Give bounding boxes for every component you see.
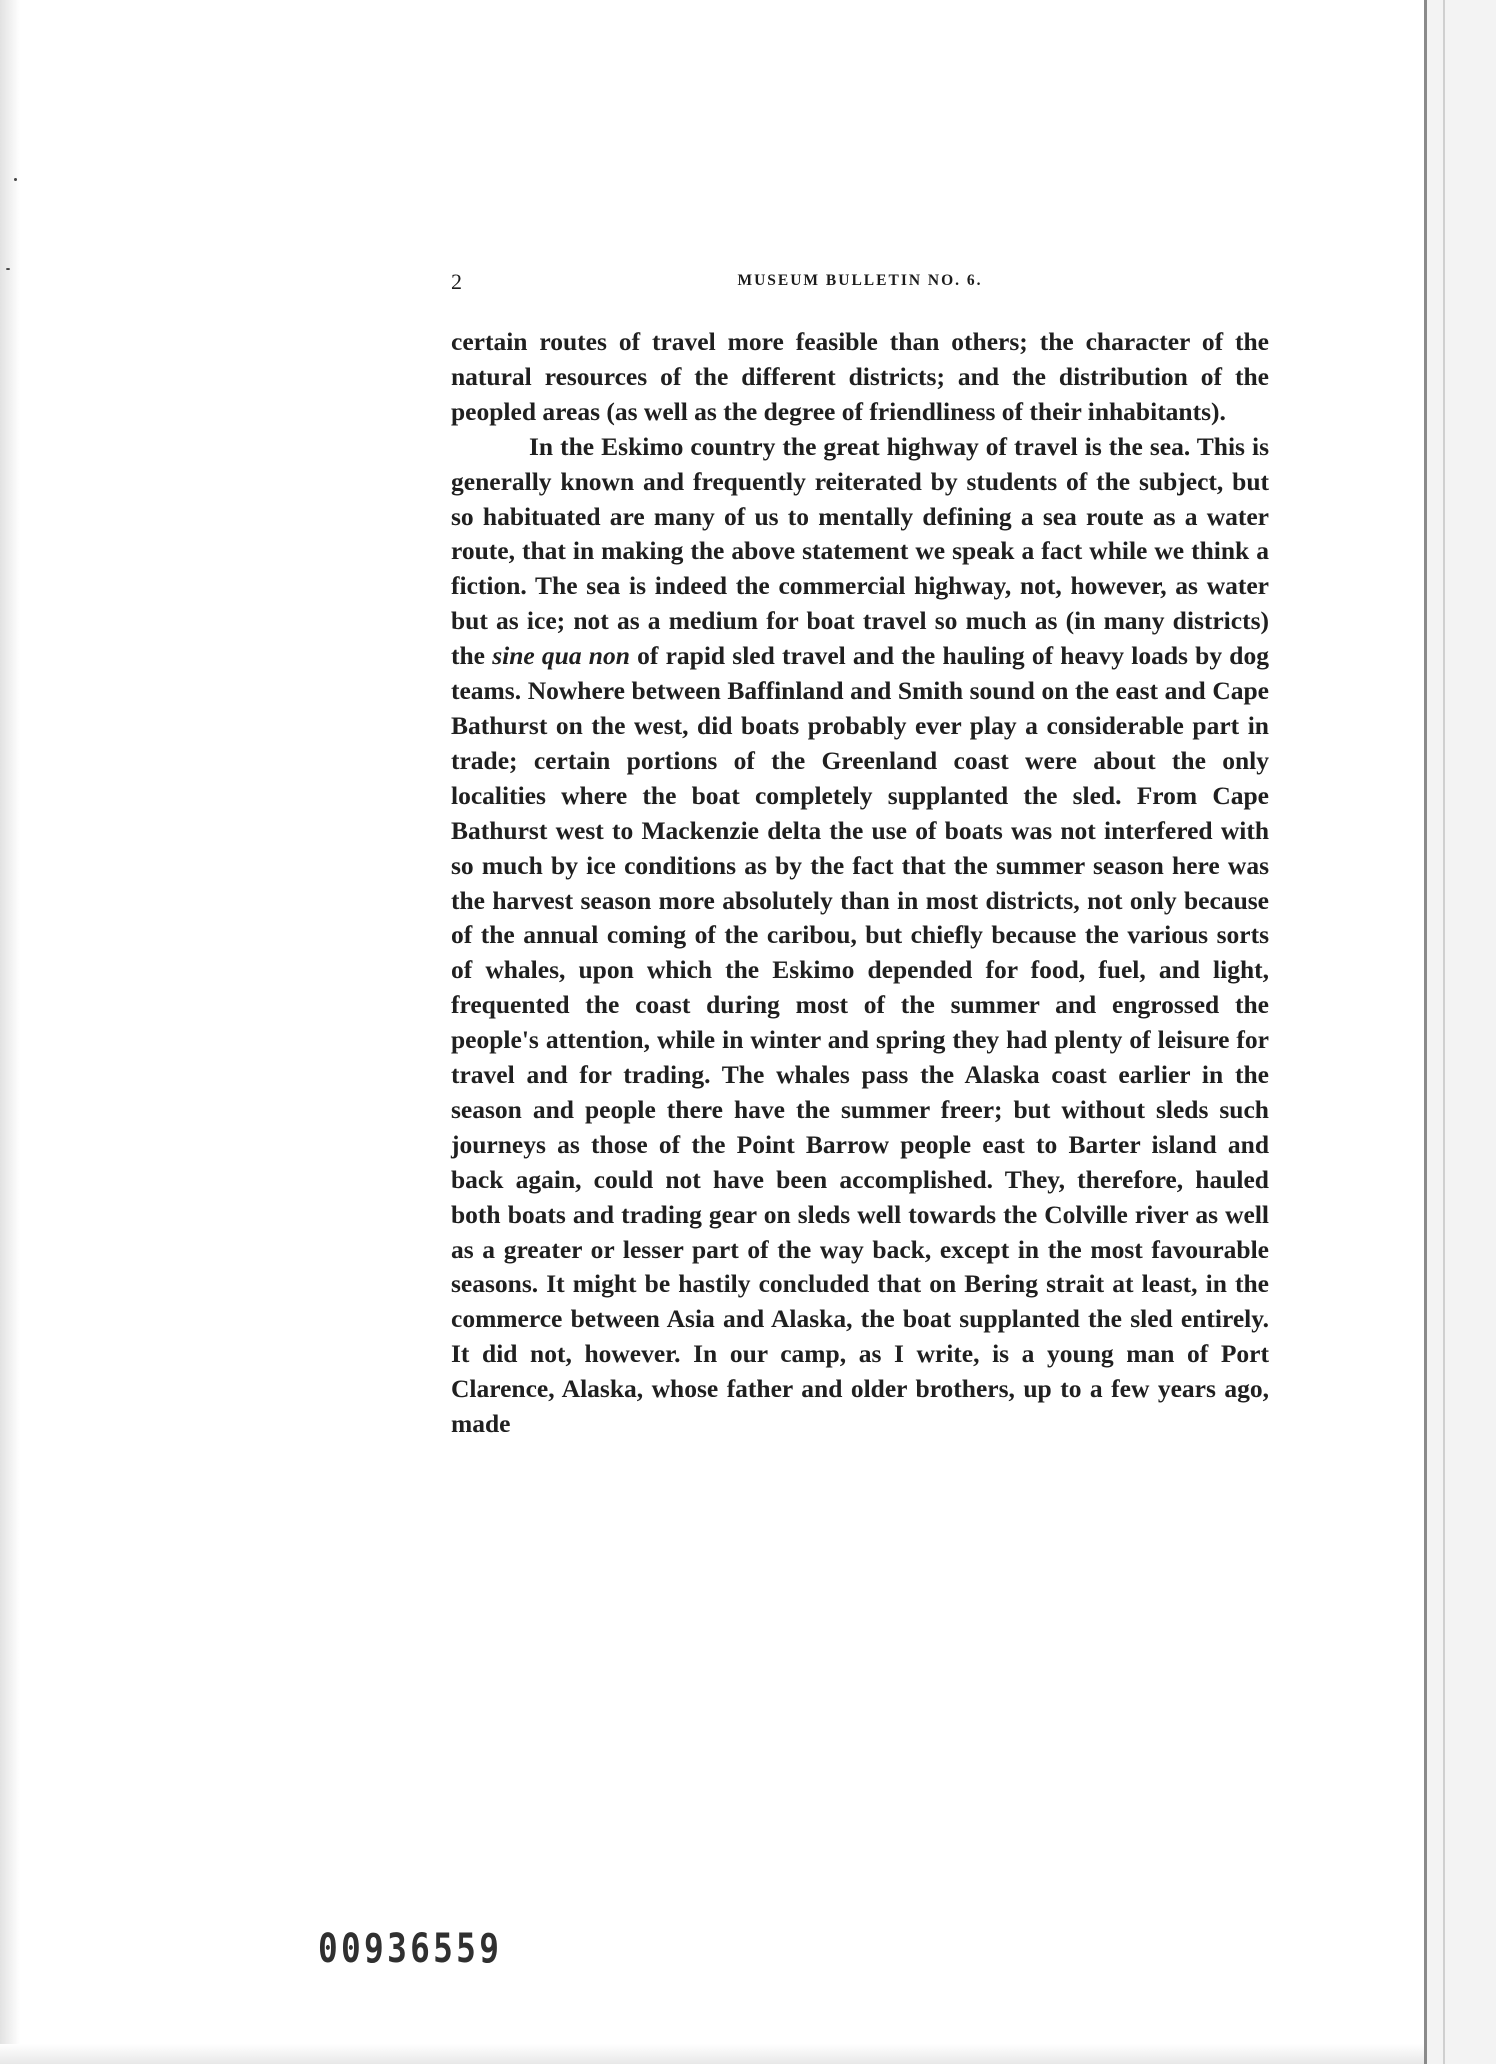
page-number: 2 [451, 269, 463, 294]
paragraph: certain routes of travel more feasible than others; the character of the natural resources of the different districts; and the distribution of the peopled areas (as well as the degree of friendliness of their inhabitants). [451, 327, 1269, 426]
scan-edge-right [1424, 0, 1496, 2064]
latin-phrase: sine qua non [492, 641, 630, 671]
accession-number-stamp: 00936559 [318, 1926, 503, 1972]
scan-speck [14, 178, 17, 181]
paragraph [451, 430, 1269, 1442]
paragraph-text: In the Eskimo country the great highway of travel is the sea. This is generally known and frequently reiterated by students of the subject, but so habituated are many of us to mentally defining a sea route as a water route, that in making the above statement we speak a fact while we think a fiction. The sea is indeed the commercial highway, not, however, as water but as ice; not as a medium for boat travel so much as (in many districts) the [451, 431, 1269, 671]
page-header [451, 269, 1269, 295]
scan-speck [6, 268, 10, 270]
scan-edge-bottom [0, 2044, 1424, 2064]
paragraph-text: of rapid sled travel and the hauling of heavy loads by dog teams. Nowhere between Baffinland and Smith sound on the east and Cape Bathurst on the west, did boats probably ever play a considerable part in trade; certain portions of the Greenland coast were about the only localities where the boat completely supplanted the sled. From Cape Bathurst west to Mackenzie delta the use of boats was not interfered with so much by ice conditions as by the fact that the summer season here was the harvest season more absolutely than in most districts, not only because of the annual coming of the caribou, but chiefly because the various sorts of whales, upon which the Eskimo depended for food, fuel, and light, frequented the coast during most of the summer and engrossed the people's attention, while in winter and spring they had plenty of leisure for travel and for trading. The whales pass the Alaska coast earlier in the season and people there have the summer freer; but without sleds such journeys as those of the Point Barrow people east to Barter island and back again, could not have been accomplished. They, therefore, hauled both boats and trading gear on sleds well towards the Colville river as well as a greater or lesser part of the way back, except in the most favourable seasons. It might be hastily concluded that on Bering strait at least, in the commerce between Asia and Alaska, the boat supplanted the sled entirely. It did not, however. In our camp, as I write, is a young man of Port Clarence, Alaska, whose father and older brothers, up to a few years ago, made [451, 641, 1269, 1439]
scan-edge-left [0, 0, 20, 2064]
running-head: MUSEUM BULLETIN NO. 6. [737, 272, 983, 289]
scan-edge-right-line [1443, 0, 1445, 2064]
body-text [451, 325, 1269, 1442]
